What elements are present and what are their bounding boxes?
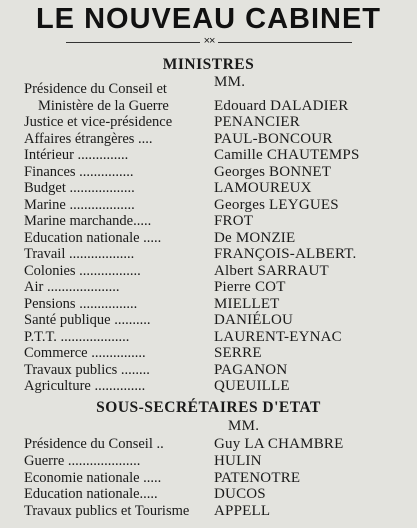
officeholder-name: HULIN: [214, 452, 262, 469]
officeholder-name: Edouard DALADIER: [214, 97, 349, 114]
officeholder-name: MIELLET: [214, 295, 280, 312]
minister-row: [24, 131, 414, 147]
officeholder-name: SERRE: [214, 345, 262, 361]
officeholder-name: FROT: [214, 213, 254, 229]
office-label: Economie nationale .....: [24, 469, 162, 486]
minister-row: [24, 345, 414, 361]
undersecretary-row: [24, 503, 414, 519]
minister-row: [24, 180, 414, 196]
officeholder-name: Georges LEYGUES: [214, 196, 339, 213]
minister-row: [24, 213, 414, 229]
minister-row: [24, 312, 414, 328]
office-label: Justice et vice-présidence: [24, 114, 173, 130]
officeholder-name: Georges BONNET: [214, 163, 332, 180]
officeholder-name: PAGANON: [214, 361, 288, 378]
officeholder-name: PATENOTRE: [214, 469, 301, 486]
minister-row: [24, 362, 414, 378]
office-label: Marine ..................: [24, 196, 135, 213]
officeholder-name: APPELL: [214, 503, 271, 520]
undersecretary-row: [24, 453, 414, 469]
ministers-mm-label: MM.: [214, 74, 246, 90]
officeholder-name: LAMOUREUX: [214, 180, 312, 196]
undersecretary-row: [24, 486, 414, 502]
headline: LE NOUVEAU CABINET: [35, 3, 382, 35]
office-label: Présidence du Conseil et: [24, 81, 167, 97]
minister-row: [24, 378, 414, 394]
office-label: P.T.T. ...................: [24, 328, 130, 345]
officeholder-name: Guy LA CHAMBRE: [214, 436, 344, 452]
office-label: Santé publique ..........: [24, 312, 151, 328]
undersecretary-row: [24, 470, 414, 486]
office-label: Commerce ...............: [24, 345, 146, 361]
minister-row: [24, 296, 414, 312]
officeholder-name: Camille CHAUTEMPS: [214, 147, 360, 163]
office-label: Intérieur ..............: [24, 147, 129, 163]
ministers-section-title: MINISTRES: [162, 56, 255, 73]
undersecretaries-mm-label: MM.: [228, 418, 260, 434]
office-label: Finances ...............: [24, 163, 134, 180]
minister-row: [24, 114, 414, 130]
minister-row: [24, 263, 414, 279]
minister-row: [24, 329, 414, 345]
officeholder-name: QUEUILLE: [214, 378, 290, 394]
officeholder-name: DANIÉLOU: [214, 312, 294, 328]
officeholder-name: FRANÇOIS-ALBERT.: [214, 246, 357, 262]
office-label: Pensions ................: [24, 295, 138, 312]
office-label: Budget ..................: [24, 180, 135, 196]
officeholder-name: Pierre COT: [214, 279, 286, 295]
office-label: Education nationale.....: [24, 486, 158, 503]
office-label: Agriculture ..............: [24, 378, 146, 394]
officeholder-name: De MONZIE: [214, 229, 296, 246]
office-label: Travail ..................: [24, 246, 135, 262]
minister-row: [24, 230, 414, 246]
divider-left: [66, 42, 200, 43]
officeholder-name: DUCOS: [214, 486, 266, 503]
minister-row: [24, 279, 414, 295]
office-label: Education nationale .....: [24, 229, 162, 246]
officeholder-name: LAURENT-EYNAC: [214, 328, 342, 345]
minister-row: [24, 197, 414, 213]
office-label: Travaux publics ........: [24, 361, 150, 378]
divider-right: [218, 42, 352, 43]
minister-row: [24, 147, 414, 163]
minister-row: [24, 98, 414, 114]
office-label: Affaires étrangères ....: [24, 130, 153, 147]
office-label: Guerre ....................: [24, 452, 141, 469]
officeholder-name: Albert SARRAUT: [214, 262, 329, 279]
undersecretary-row: [24, 436, 414, 452]
minister-row: [24, 81, 414, 97]
divider-ornament: ××: [203, 35, 215, 47]
undersecretaries-section-title: SOUS-SECRÉTAIRES D'ETAT: [96, 399, 321, 416]
office-label: Présidence du Conseil ..: [24, 436, 164, 452]
officeholder-name: PENANCIER: [214, 114, 300, 130]
office-label: Travaux publics et Tourisme: [24, 503, 190, 520]
office-label: Marine marchande.....: [24, 213, 152, 229]
minister-row: [24, 246, 414, 262]
office-label: Ministère de la Guerre: [38, 97, 169, 114]
office-label: Colonies .................: [24, 262, 141, 279]
minister-row: [24, 164, 414, 180]
office-label: Air ....................: [24, 279, 120, 295]
officeholder-name: PAUL-BONCOUR: [214, 130, 333, 147]
